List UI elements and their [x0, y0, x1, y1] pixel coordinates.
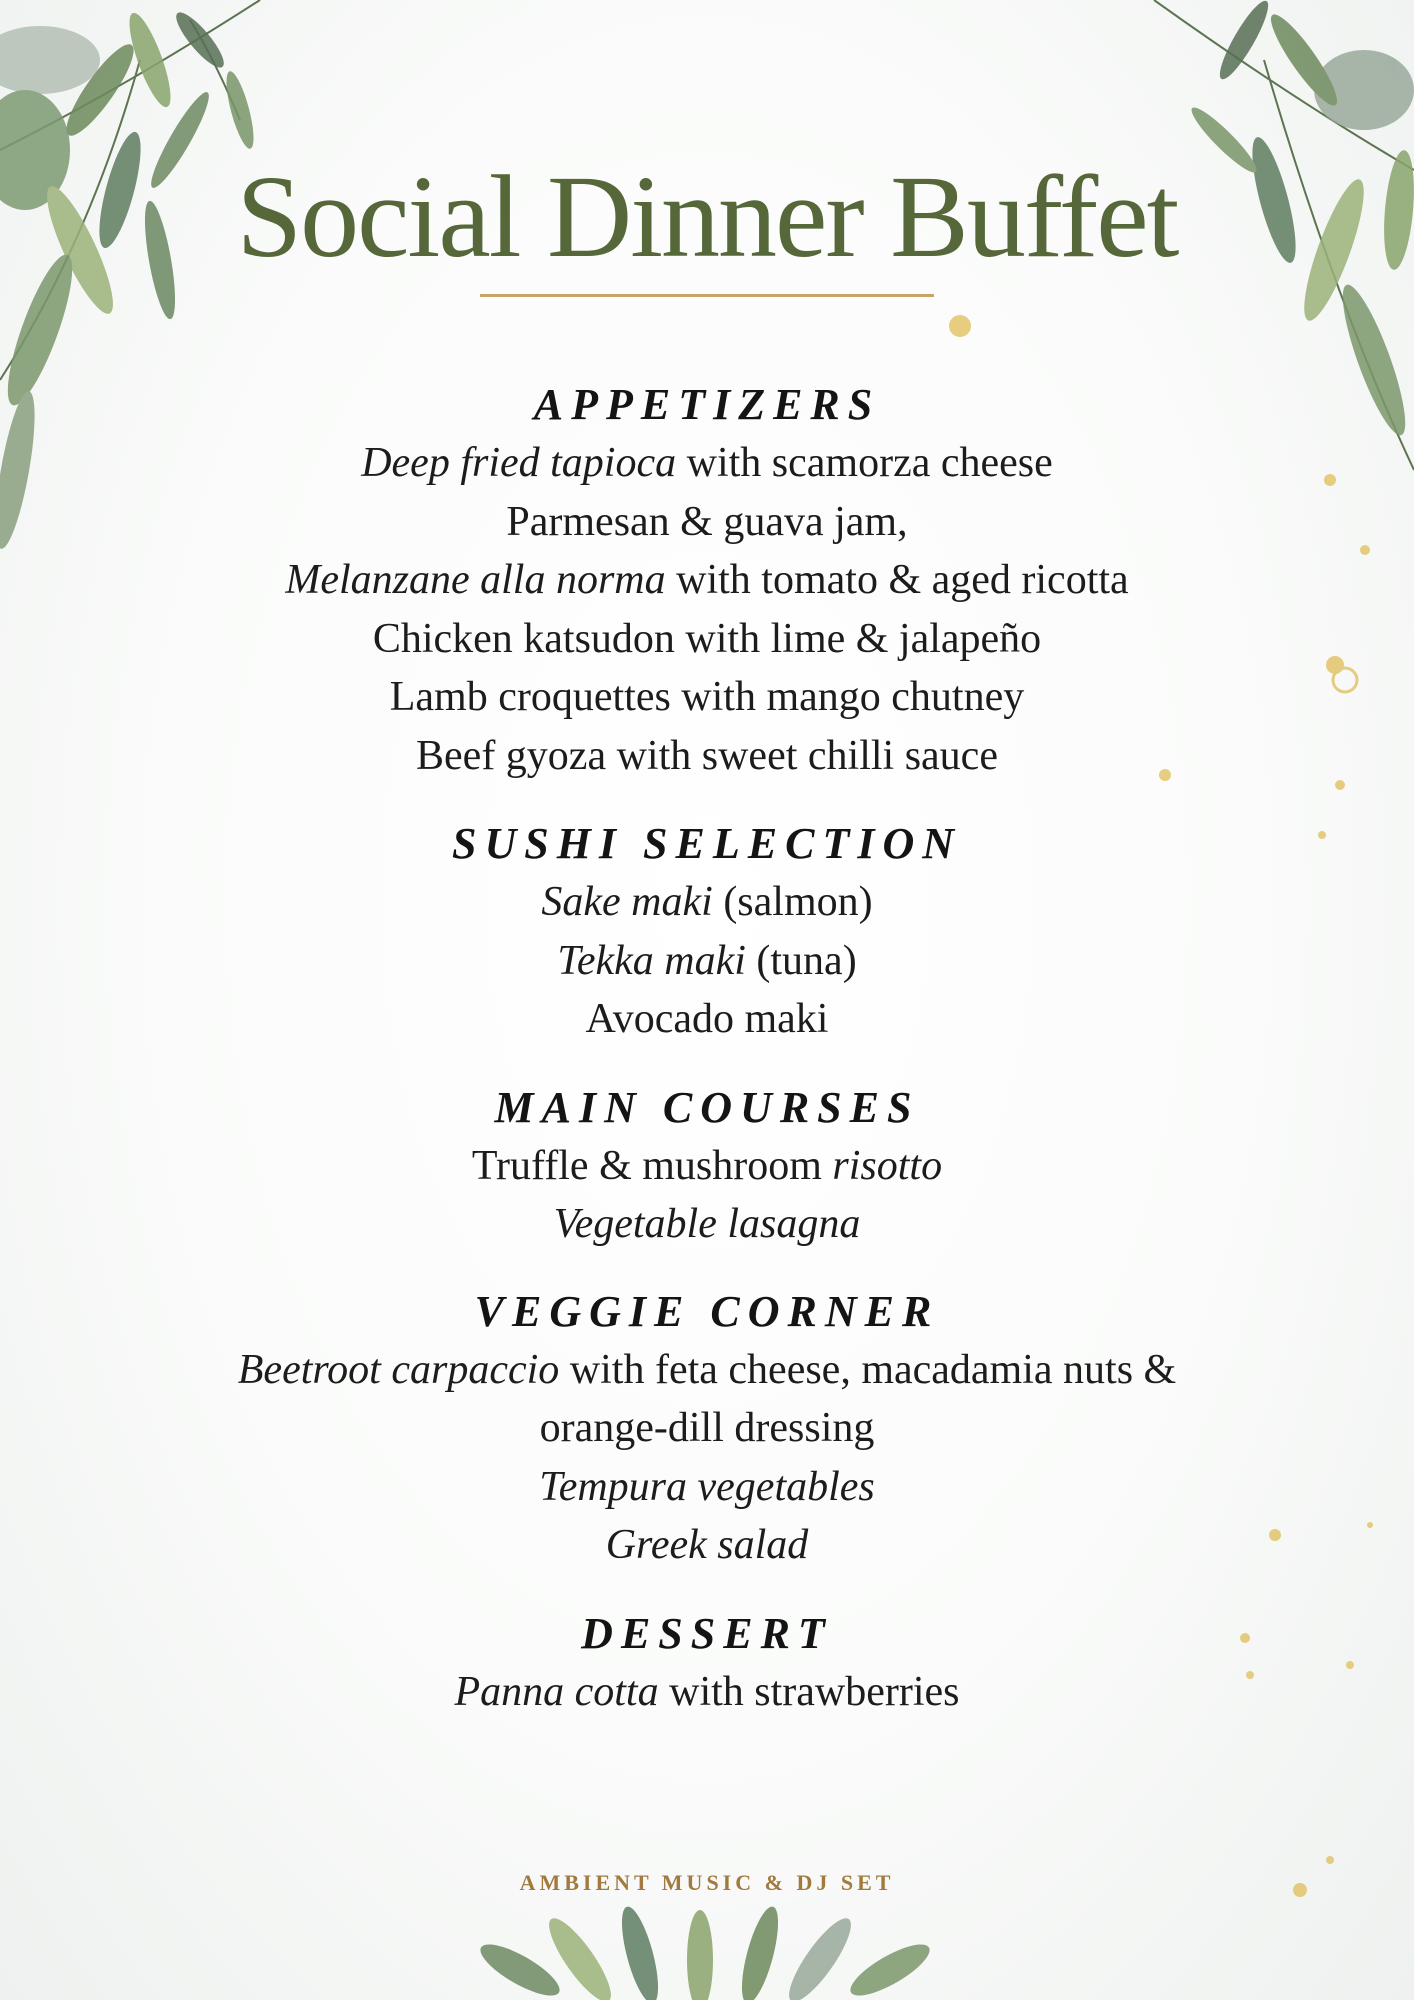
- menu-item: Beetroot carpaccio with feta cheese, macadamia nuts &: [237, 1346, 1177, 1393]
- section-heading: MAIN COURSES: [494, 1082, 920, 1132]
- menu-item: Panna cotta with strawberries: [454, 1668, 960, 1715]
- section-main-courses: [0, 1079, 1414, 1254]
- menu-item: Vegetable lasagna: [553, 1201, 861, 1247]
- section-sushi: [0, 815, 1414, 1049]
- menu-item: Greek salad: [605, 1522, 809, 1568]
- section-heading: DESSERT: [581, 1608, 833, 1658]
- leaf-branch-bottom-center-icon: [480, 1900, 940, 2000]
- section-appetizers: [0, 376, 1414, 785]
- section-heading: VEGGIE CORNER: [474, 1286, 940, 1336]
- page-title: Social Dinner Buffet: [236, 151, 1178, 282]
- title-divider: [480, 294, 934, 297]
- menu-item: Lamb croquettes with mango chutney: [389, 674, 1025, 720]
- menu-item: orange-dill dressing: [539, 1405, 875, 1451]
- section-veggie-corner: [0, 1283, 1414, 1575]
- menu-item: Deep fried tapioca with scamorza cheese: [361, 440, 1053, 486]
- menu-item: Parmesan & guava jam,: [506, 498, 908, 545]
- menu-item: Chicken katsudon with lime & jalapeño: [372, 615, 1042, 662]
- menu-item: Sake maki (salmon): [541, 879, 873, 925]
- menu-item: Tekka maki (tuna): [557, 937, 857, 984]
- menu-item: Tempura vegetables: [539, 1463, 875, 1510]
- footer-note: AMBIENT MUSIC & DJ SET: [519, 1870, 895, 1895]
- section-heading: SUSHI SELECTION: [451, 819, 962, 868]
- menu-item: Melanzane alla norma with tomato & aged ricotta: [285, 557, 1129, 603]
- menu-item: Beef gyoza with sweet chilli sauce: [416, 732, 998, 779]
- menu-item: Avocado maki: [585, 996, 829, 1042]
- menu-item: Truffle & mushroom risotto: [471, 1142, 943, 1189]
- section-dessert: [0, 1605, 1414, 1722]
- section-heading: APPETIZERS: [533, 380, 881, 429]
- menu-content: [0, 376, 1414, 1721]
